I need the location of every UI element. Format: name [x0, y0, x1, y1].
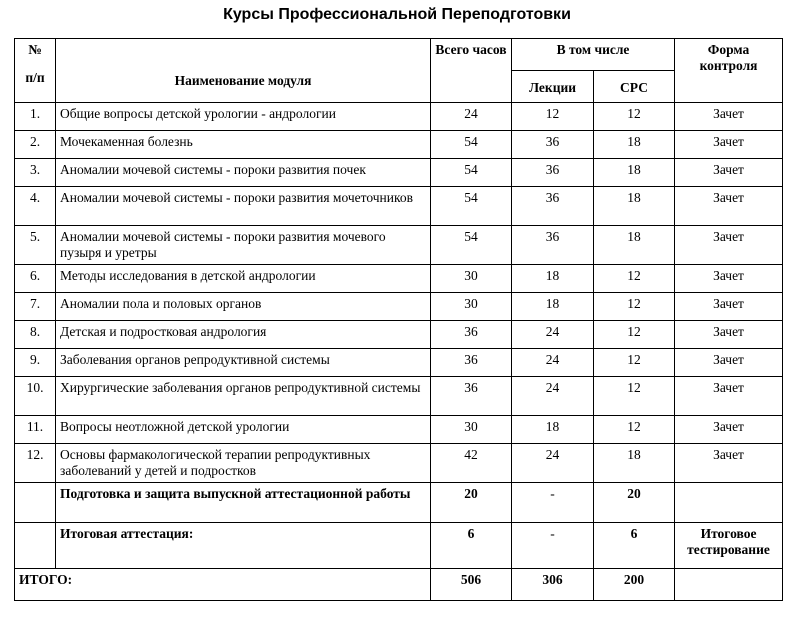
- table-row: [15, 131, 783, 159]
- thesis-total-hours: 20: [431, 483, 512, 523]
- row-total-hours: 54: [431, 187, 512, 226]
- row-number: 10.: [15, 377, 56, 416]
- header-row-1: [15, 39, 783, 71]
- row-lectures: 36: [512, 131, 594, 159]
- row-control: Зачет: [675, 377, 783, 416]
- row-srs: 18: [594, 131, 675, 159]
- thesis-name: Подготовка и защита выпускной аттестационной работы: [56, 483, 431, 523]
- header-module-name: Наименование модуля: [56, 39, 431, 103]
- page-title: Курсы Профессиональной Переподготовки: [223, 6, 571, 23]
- row-module-name: Детская и подростковая андрология: [56, 321, 431, 349]
- row-total-hours: 30: [431, 416, 512, 444]
- row-control: Зачет: [675, 321, 783, 349]
- row-number: 1.: [15, 103, 56, 131]
- row-total-hours: 54: [431, 131, 512, 159]
- thesis-row: [15, 483, 783, 523]
- row-lectures: 12: [512, 103, 594, 131]
- row-number: 8.: [15, 321, 56, 349]
- row-lectures: 24: [512, 321, 594, 349]
- thesis-lectures: -: [512, 483, 594, 523]
- grand-total-label: ИТОГО:: [15, 569, 431, 601]
- row-module-name: Методы исследования в детской андрологии: [56, 265, 431, 293]
- row-module-name: Заболевания органов репродуктивной системы: [56, 349, 431, 377]
- row-module-name: Аномалии мочевой системы - пороки развития мочевого пузыря и уретры: [56, 226, 431, 265]
- final-lectures: -: [512, 523, 594, 569]
- row-control: Зачет: [675, 131, 783, 159]
- table-row: [15, 349, 783, 377]
- row-total-hours: 24: [431, 103, 512, 131]
- row-lectures: 18: [512, 416, 594, 444]
- row-srs: 12: [594, 103, 675, 131]
- row-srs: 12: [594, 293, 675, 321]
- row-total-hours: 36: [431, 377, 512, 416]
- row-number: 9.: [15, 349, 56, 377]
- table-row: [15, 377, 783, 416]
- row-control: Зачет: [675, 349, 783, 377]
- row-srs: 12: [594, 349, 675, 377]
- row-lectures: 24: [512, 377, 594, 416]
- table-row: [15, 416, 783, 444]
- row-number: 4.: [15, 187, 56, 226]
- table-row: [15, 265, 783, 293]
- final-number-cell: [15, 523, 56, 569]
- thesis-srs: 20: [594, 483, 675, 523]
- row-number: 3.: [15, 159, 56, 187]
- row-lectures: 36: [512, 226, 594, 265]
- row-total-hours: 30: [431, 265, 512, 293]
- row-srs: 18: [594, 226, 675, 265]
- row-total-hours: 54: [431, 159, 512, 187]
- final-srs: 6: [594, 523, 675, 569]
- row-srs: 12: [594, 265, 675, 293]
- row-total-hours: 42: [431, 444, 512, 483]
- row-total-hours: 54: [431, 226, 512, 265]
- final-attestation-row: [15, 523, 783, 569]
- header-number: [15, 39, 56, 103]
- header-srs: СРС: [594, 71, 675, 103]
- grand-total-srs: 200: [594, 569, 675, 601]
- final-control: Итоговое тестирование: [675, 523, 783, 569]
- header-number-line1: №: [28, 42, 42, 57]
- row-number: 2.: [15, 131, 56, 159]
- row-module-name: Аномалии пола и половых органов: [56, 293, 431, 321]
- table-row: [15, 103, 783, 131]
- header-including: В том числе: [512, 39, 675, 71]
- row-srs: 18: [594, 187, 675, 226]
- row-control: Зачет: [675, 265, 783, 293]
- curriculum-table: [14, 38, 783, 601]
- row-lectures: 18: [512, 265, 594, 293]
- row-lectures: 36: [512, 159, 594, 187]
- row-lectures: 18: [512, 293, 594, 321]
- header-lectures: Лекции: [512, 71, 594, 103]
- row-module-name: Аномалии мочевой системы - пороки развития почек: [56, 159, 431, 187]
- table-row: [15, 444, 783, 483]
- thesis-control: [675, 483, 783, 523]
- table-row: [15, 159, 783, 187]
- row-module-name: Вопросы неотложной детской урологии: [56, 416, 431, 444]
- row-srs: 12: [594, 377, 675, 416]
- row-control: Зачет: [675, 187, 783, 226]
- row-total-hours: 36: [431, 321, 512, 349]
- table-row: [15, 321, 783, 349]
- row-number: 12.: [15, 444, 56, 483]
- row-control: Зачет: [675, 226, 783, 265]
- row-module-name: Основы фармакологической терапии репродуктивных заболеваний у детей и подростков: [56, 444, 431, 483]
- row-srs: 12: [594, 321, 675, 349]
- header-control-form: Форма контроля: [675, 39, 783, 103]
- table-row: [15, 226, 783, 265]
- row-number: 6.: [15, 265, 56, 293]
- row-control: Зачет: [675, 103, 783, 131]
- row-module-name: Аномалии мочевой системы - пороки развития мочеточников: [56, 187, 431, 226]
- row-srs: 18: [594, 159, 675, 187]
- header-number-line2: п/п: [25, 70, 45, 85]
- row-number: 5.: [15, 226, 56, 265]
- row-module-name: Общие вопросы детской урологии - андрологии: [56, 103, 431, 131]
- table-row: [15, 293, 783, 321]
- row-lectures: 24: [512, 349, 594, 377]
- row-srs: 18: [594, 444, 675, 483]
- grand-total-hours: 506: [431, 569, 512, 601]
- grand-total-lectures: 306: [512, 569, 594, 601]
- row-lectures: 36: [512, 187, 594, 226]
- row-number: 11.: [15, 416, 56, 444]
- final-name: Итоговая аттестация:: [56, 523, 431, 569]
- row-srs: 12: [594, 416, 675, 444]
- row-control: Зачет: [675, 293, 783, 321]
- row-total-hours: 36: [431, 349, 512, 377]
- row-control: Зачет: [675, 159, 783, 187]
- row-lectures: 24: [512, 444, 594, 483]
- row-module-name: Хирургические заболевания органов репродуктивной системы: [56, 377, 431, 416]
- row-control: Зачет: [675, 444, 783, 483]
- header-total-hours: Всего часов: [431, 39, 512, 103]
- final-total-hours: 6: [431, 523, 512, 569]
- grand-total-control: [675, 569, 783, 601]
- grand-total-row: [15, 569, 783, 601]
- thesis-number-cell: [15, 483, 56, 523]
- table-row: [15, 187, 783, 226]
- row-control: Зачет: [675, 416, 783, 444]
- row-number: 7.: [15, 293, 56, 321]
- row-total-hours: 30: [431, 293, 512, 321]
- row-module-name: Мочекаменная болезнь: [56, 131, 431, 159]
